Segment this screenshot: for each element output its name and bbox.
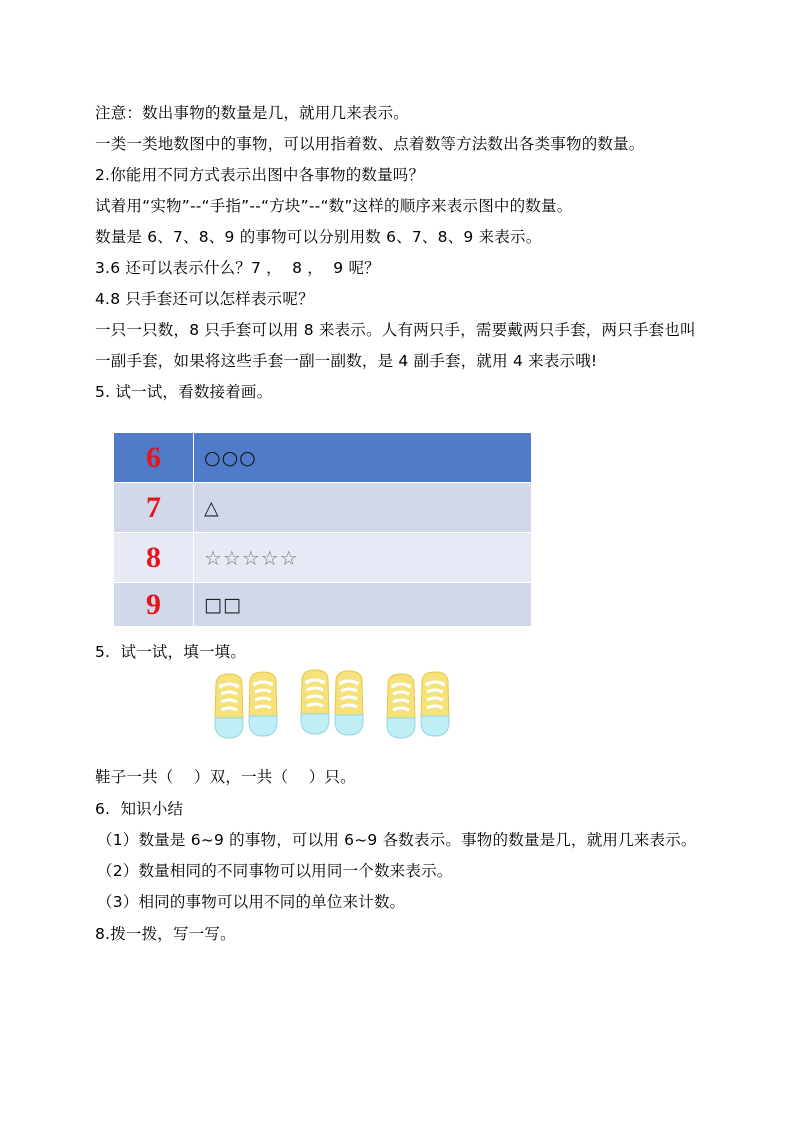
note-line: 注意：数出事物的数量是几，就用几来表示。: [95, 104, 410, 122]
row-shapes: □□: [194, 583, 532, 627]
row-number: 8: [114, 533, 194, 583]
row-number: 9: [114, 583, 194, 627]
text-line: 数量是 6、7、8、9 的事物可以分别用数 6、7、8、9 来表示。: [95, 228, 542, 246]
table-row: [114, 433, 532, 483]
table-row: [114, 533, 532, 583]
fill-in-line: 鞋子一共（ ）双，一共（ ）只。: [95, 768, 356, 786]
summary-item: （2）数量相同的不同事物可以用同一个数来表示。: [97, 862, 453, 880]
row-number: 7: [114, 483, 194, 533]
question-2: 2.你能用不同方式表示出图中各事物的数量吗？: [95, 166, 425, 184]
text-line: 一类一类地数图中的事物，可以用指着数、点着数等方法数出各类事物的数量。: [95, 135, 645, 153]
text-line: 一只一只数，8 只手套可以用 8 来表示。人有两只手，需要戴两只手套，两只手套也叫: [95, 321, 696, 339]
text-line: 一副手套，如果将这些手套一副一副数，是 4 副手套，就用 4 来表示哦!: [95, 352, 598, 370]
question-5b: 5. 试一试，填一填。: [95, 643, 247, 661]
question-8: 8.拨一拨，写一写。: [95, 925, 236, 943]
summary-item: （1）数量是 6~9 的事物，可以用 6~9 各数表示。事物的数量是几，就用几来表示。: [97, 831, 697, 849]
question-4: 4.8 只手套还可以怎样表示呢？: [95, 290, 314, 308]
table-row: [114, 483, 532, 533]
row-shapes: ○○○: [194, 433, 532, 483]
text-line: 试着用“实物”--“手指”--“方块”--“数”这样的顺序来表示图中的数量。: [95, 197, 573, 215]
sneakers-icon: [212, 668, 460, 740]
section-6-title: 6. 知识小结: [95, 800, 184, 818]
table-row: [114, 583, 532, 627]
row-number: 6: [114, 433, 194, 483]
summary-item: （3）相同的事物可以用不同的单位来计数。: [97, 893, 406, 911]
question-5a: 5. 试一试，看数接着画。: [95, 383, 273, 401]
row-shapes: ☆☆☆☆☆: [194, 533, 532, 583]
number-shape-table: [113, 432, 532, 627]
question-3: 3.6 还可以表示什么？7 ， 8 ， 9 呢？: [95, 259, 380, 277]
row-shapes: △: [194, 483, 532, 533]
